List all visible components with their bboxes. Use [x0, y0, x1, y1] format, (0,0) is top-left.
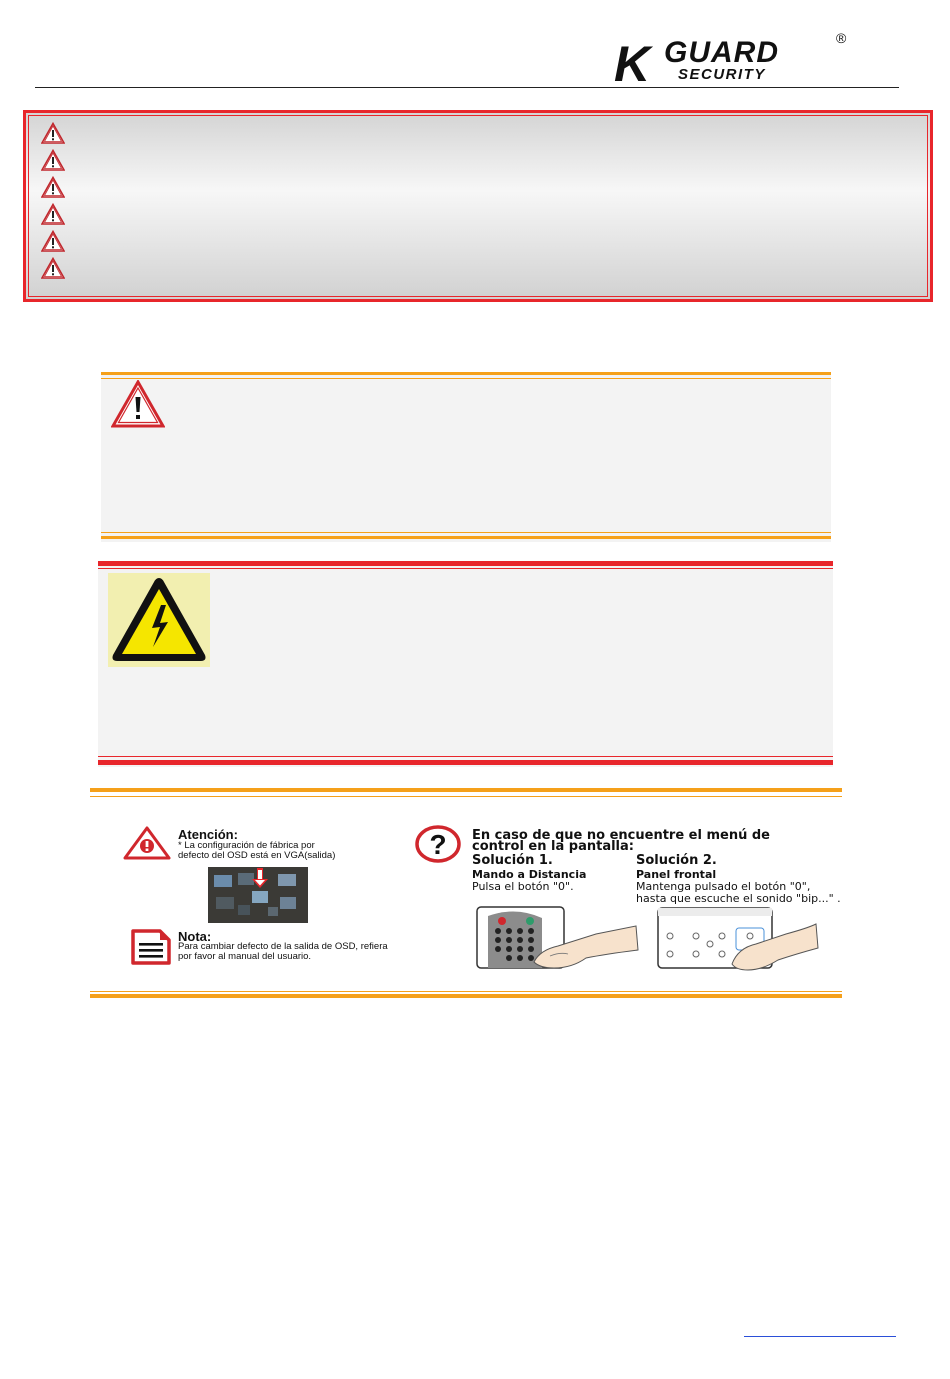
registered-mark: ® — [836, 30, 847, 46]
panel-bottom-bar — [90, 994, 842, 998]
panel-bottom-line — [90, 991, 842, 992]
kguard-security-logo — [612, 30, 862, 90]
attention-title: Atención: — [178, 827, 238, 842]
logo-subword: SECURITY — [678, 66, 766, 83]
question-line-1: En caso de que no encuentre el menú de — [472, 828, 770, 843]
warning-triangle-icon — [41, 257, 65, 279]
osd-screen-thumbnail — [208, 867, 308, 923]
caution-panel — [101, 372, 831, 542]
panel-top-line — [98, 568, 833, 569]
note-title: Nota: — [178, 929, 212, 944]
warning-list-box — [23, 110, 933, 302]
solution-2-line-2: hasta que escuche el sonido "bip..." . — [636, 892, 841, 905]
remote-control-illustration — [476, 906, 640, 970]
osd-info-panel — [90, 788, 842, 1000]
header-divider — [35, 87, 899, 88]
warning-triangle-icon — [41, 230, 65, 252]
panel-top-bar — [90, 788, 842, 792]
front-panel-illustration — [656, 906, 820, 972]
high-voltage-sign — [108, 573, 210, 667]
solution-2-subtitle: Panel frontal — [636, 868, 717, 881]
svg-text:?: ? — [429, 829, 447, 860]
attention-triangle-icon — [123, 826, 171, 860]
logo-word: GUARD — [664, 36, 779, 69]
note-line-1: Para cambiar defecto de la salida de OSD, refiera — [178, 941, 388, 952]
note-line-2: por favor al manual del usuario. — [178, 951, 312, 962]
warning-triangle-icon — [41, 122, 65, 144]
logo-letter: K — [614, 36, 651, 90]
panel-bottom-line — [98, 756, 833, 757]
solution-1-title: Solución 1. — [472, 853, 553, 868]
warning-triangle-icon — [41, 203, 65, 225]
question-line-2: control en la pantalla: — [472, 839, 634, 854]
footer-link-underline[interactable] — [744, 1336, 896, 1337]
panel-top-line — [90, 796, 842, 797]
panel-top-line — [101, 378, 831, 379]
warning-triangle-icon — [41, 176, 65, 198]
warning-triangle-icon — [41, 149, 65, 171]
panel-bottom-bar — [98, 760, 833, 765]
electric-shock-panel — [98, 561, 833, 767]
warning-triangle-icon — [111, 380, 165, 428]
panel-top-bar — [101, 372, 831, 375]
attention-line-2: defecto del OSD está en VGA(salida) — [178, 850, 336, 861]
solution-2-line-1: Mantenga pulsado el botón "0", — [636, 880, 811, 893]
panel-top-bar — [98, 561, 833, 566]
panel-bottom-line — [101, 532, 831, 533]
attention-line-1: * La configuración de fábrica por — [178, 840, 315, 851]
note-document-icon — [130, 928, 172, 966]
panel-bottom-bar — [101, 536, 831, 539]
solution-1-subtitle: Mando a Distancia — [472, 868, 587, 881]
solution-1-text: Pulsa el botón "0". — [472, 880, 574, 893]
question-mark-icon — [415, 825, 461, 863]
high-voltage-icon — [108, 573, 210, 667]
solution-2-title: Solución 2. — [636, 853, 717, 868]
